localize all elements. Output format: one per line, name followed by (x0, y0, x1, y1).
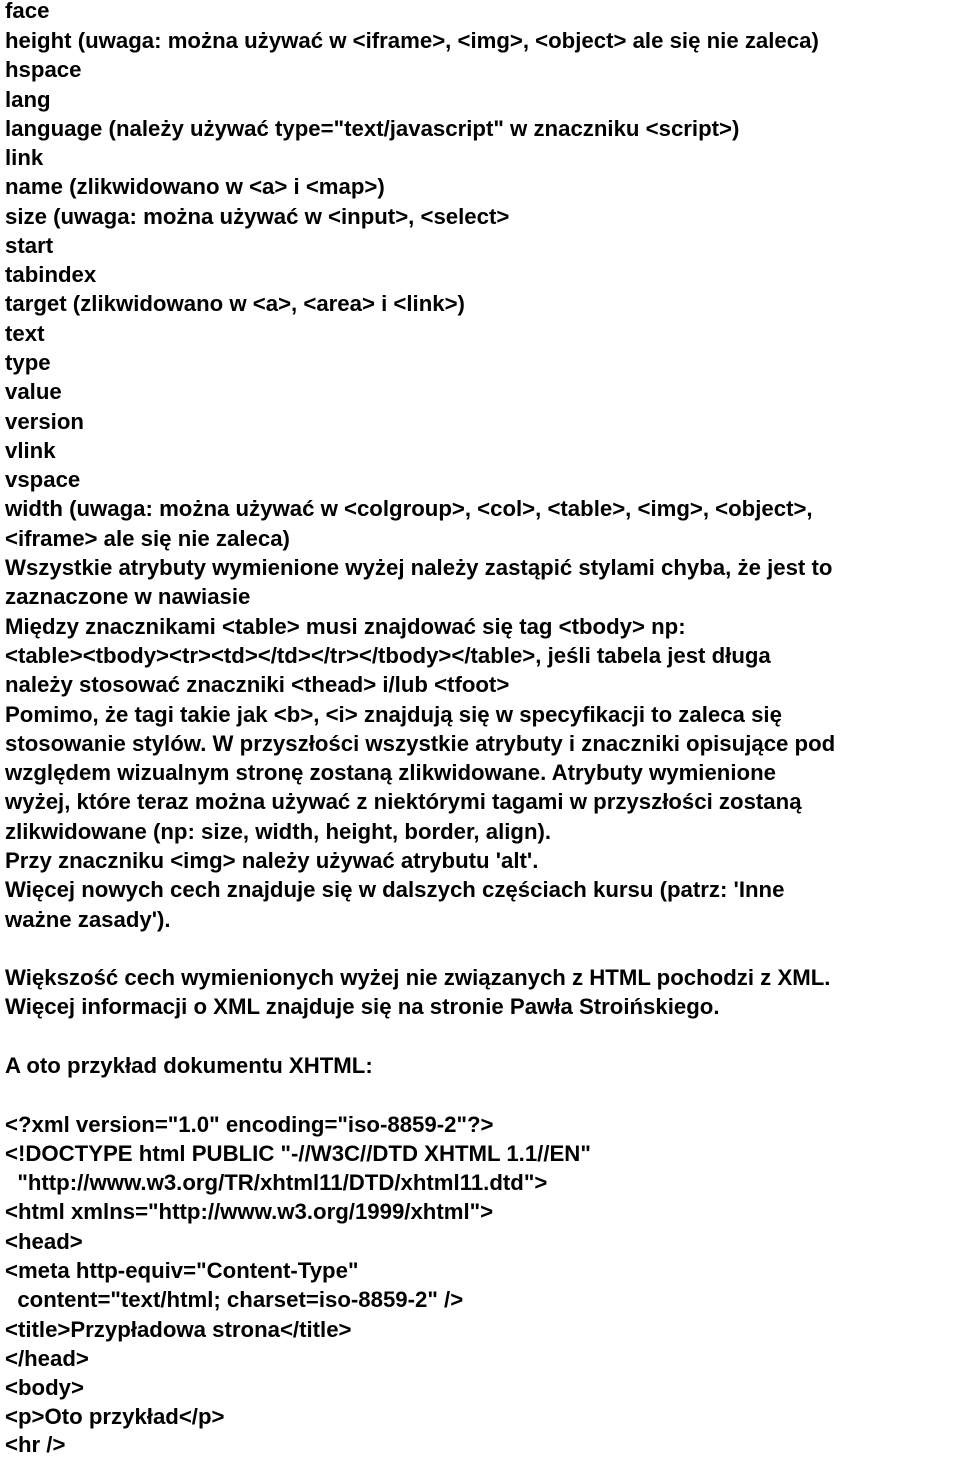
text-line: link (5, 145, 44, 170)
text-line: Pomimo, że tagi takie jak <b>, <i> znajdują się w specyfikacji to zaleca się (5, 702, 782, 727)
text-line: height (uwaga: można używać w <iframe>, <img>, <object> ale się nie zaleca) (5, 28, 819, 53)
text-line: start (5, 233, 54, 258)
text-line: name (zlikwidowano w <a> i <map>) (5, 174, 385, 199)
text-line: language (należy używać type="text/javascript" w znaczniku <script>) (5, 116, 740, 141)
text-line: Wszystkie atrybuty wymienione wyżej należy zastąpić stylami chyba, że jest to (5, 555, 833, 580)
text-line: version (5, 409, 84, 434)
code-line: content="text/html; charset=iso-8859-2" /> (5, 1287, 464, 1312)
text-line: lang (5, 87, 51, 112)
text-line: Między znacznikami <table> musi znajdować się tag <tbody> np: (5, 614, 686, 639)
text-line: zlikwidowane (np: size, width, height, border, align). (5, 819, 552, 844)
code-line: <body> (5, 1375, 84, 1400)
code-line: <head> (5, 1229, 83, 1254)
text-line: wyżej, które teraz można używać z niektórymi tagami w przyszłości zostaną (5, 789, 802, 814)
text-line: względem wizualnym stronę zostaną zlikwidowane. Atrybuty wymienione (5, 760, 776, 785)
text-line: Większość cech wymienionych wyżej nie związanych z HTML pochodzi z XML. (5, 965, 831, 990)
code-line: <meta http-equiv="Content-Type" (5, 1258, 359, 1283)
code-line: "http://www.w3.org/TR/xhtml11/DTD/xhtml11.dtd"> (5, 1170, 548, 1195)
text-line: face (5, 0, 50, 23)
text-line: target (zlikwidowano w <a>, <area> i <link>) (5, 291, 465, 316)
code-line: <html xmlns="http://www.w3.org/1999/xhtml"> (5, 1199, 494, 1224)
text-line: Przy znaczniku <img> należy używać atrybutu 'alt'. (5, 848, 539, 873)
code-line: <!DOCTYPE html PUBLIC "-//W3C//DTD XHTML 1.1//EN" (5, 1141, 591, 1166)
text-line: <iframe> ale się nie zaleca) (5, 526, 290, 551)
section-heading: A oto przykład dokumentu XHTML: (5, 1053, 373, 1078)
text-line: zaznaczone w nawiasie (5, 584, 251, 609)
text-line: <table><tbody><tr><td></td></tr></tbody></table>, jeśli tabela jest długa (5, 643, 771, 668)
text-line: vspace (5, 467, 81, 492)
code-line: <p>Oto przykład</p> (5, 1404, 225, 1429)
text-line: type (5, 350, 51, 375)
text-line: value (5, 379, 62, 404)
code-line: <hr /> (5, 1432, 66, 1457)
text-line: ważne zasady'). (5, 907, 171, 932)
text-line: text (5, 321, 45, 346)
text-line: vlink (5, 438, 56, 463)
text-line: Więcej informacji o XML znajduje się na stronie Pawła Stroińskiego. (5, 994, 720, 1019)
text-line: Więcej nowych cech znajduje się w dalszych częściach kursu (patrz: 'Inne (5, 877, 785, 902)
text-line: tabindex (5, 262, 97, 287)
text-line: stosowanie stylów. W przyszłości wszystkie atrybuty i znaczniki opisujące pod (5, 731, 836, 756)
text-line: size (uwaga: można używać w <input>, <select> (5, 204, 510, 229)
code-line: <title>Przypładowa strona</title> (5, 1317, 352, 1342)
text-line: width (uwaga: można używać w <colgroup>, <col>, <table>, <img>, <object>, (5, 496, 813, 521)
text-line: należy stosować znaczniki <thead> i/lub <tfoot> (5, 672, 510, 697)
text-line: hspace (5, 57, 82, 82)
code-line: </head> (5, 1346, 89, 1371)
code-line: <?xml version="1.0" encoding="iso-8859-2"?> (5, 1112, 494, 1137)
